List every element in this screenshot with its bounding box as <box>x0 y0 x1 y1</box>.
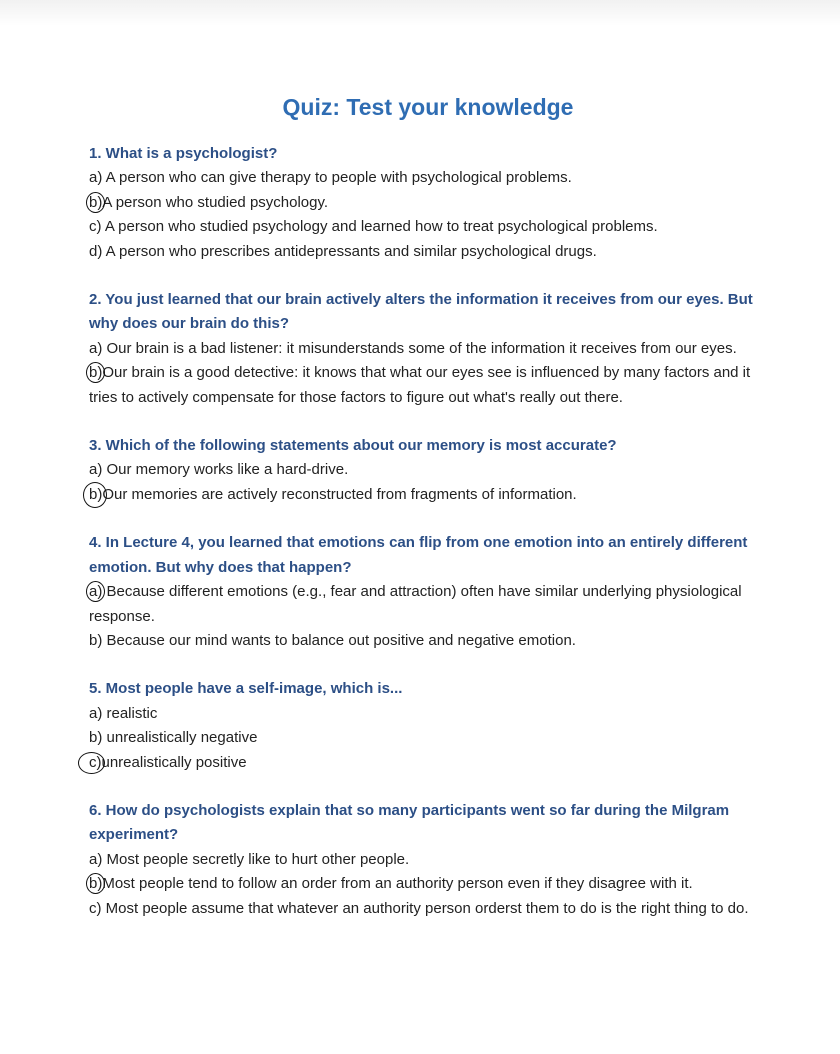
circled-letter-mark: b) <box>89 872 102 896</box>
answer-option-a: a) A person who can give therapy to people with psychological problems. <box>89 169 572 187</box>
question-text: 3. Which of the following statements about our memory is most accurate? <box>89 437 617 455</box>
question-2 <box>89 288 759 410</box>
answer-option-text: Because different emotions (e.g., fear and attraction) often have similar underlying physiological response. <box>89 583 742 625</box>
answer-option-d: d) A person who prescribes antidepressants and similar psychological drugs. <box>89 242 597 260</box>
answer-option-a: a) realistic <box>89 704 158 722</box>
question-4 <box>89 531 759 653</box>
question-3 <box>89 434 759 507</box>
answer-option-c: c) Most people assume that whatever an authority person orderst them to do is the right thing to do. <box>89 899 749 917</box>
question-text: 4. In Lecture 4, you learned that emotions can flip from one emotion into an entirely different emotion. But why does that happen? <box>89 534 748 576</box>
page-top-shade <box>0 0 840 26</box>
answer-option-b: b) unrealistically negative <box>89 729 258 747</box>
answer-option-a: a) Most people secretly like to hurt other people. <box>89 850 410 868</box>
circled-letter-mark: a) <box>89 580 102 604</box>
question-text: 2. You just learned that our brain actively alters the information it receives from our eyes. But why does our brain do this? <box>89 291 753 333</box>
question-text: 6. How do psychologists explain that so many participants went so far during the Milgram experiment? <box>89 801 730 844</box>
answer-option-c-circled <box>89 751 759 775</box>
answer-option-text: Our memories are actively reconstructed from fragments of information. <box>102 485 577 503</box>
circled-letter-mark: c) <box>89 751 102 775</box>
question-5 <box>89 677 759 775</box>
answer-option-b-circled <box>89 191 759 215</box>
page-title: Quiz: Test your knowledge <box>282 94 574 120</box>
question-text: 1. What is a psychologist? <box>89 145 278 162</box>
question-text: 5. Most people have a self-image, which is... <box>89 680 403 698</box>
answer-option-b-circled <box>89 361 759 410</box>
circled-letter-mark: b) <box>89 483 102 507</box>
answer-option-text: A person who studied psychology. <box>102 193 329 211</box>
answer-option-a-circled <box>89 580 759 629</box>
answer-option-text: unrealistically positive <box>101 753 247 771</box>
question-6 <box>89 799 759 921</box>
answer-option-b-circled <box>89 483 759 507</box>
answer-option-a: a) Our memory works like a hard-drive. <box>89 461 349 479</box>
answer-option-b-circled <box>89 872 759 896</box>
answer-option-text: Most people tend to follow an order from an authority person even if they disagree with it. <box>102 875 693 893</box>
answer-option-text: Our brain is a good detective: it knows that what our eyes see is influenced by many factors and it tries to actively compensate for those factors to figure out what's really out there. <box>89 364 751 406</box>
circled-letter-mark: b) <box>89 191 102 215</box>
quiz-document <box>89 88 759 945</box>
answer-option-a: a) Our brain is a bad listener: it misunderstands some of the information it receives from our eyes. <box>89 339 737 357</box>
question-1 <box>89 142 759 264</box>
answer-option-c: c) A person who studied psychology and learned how to treat psychological problems. <box>89 218 658 236</box>
answer-option-b: b) Because our mind wants to balance out positive and negative emotion. <box>89 631 576 649</box>
circled-letter-mark: b) <box>89 361 102 385</box>
